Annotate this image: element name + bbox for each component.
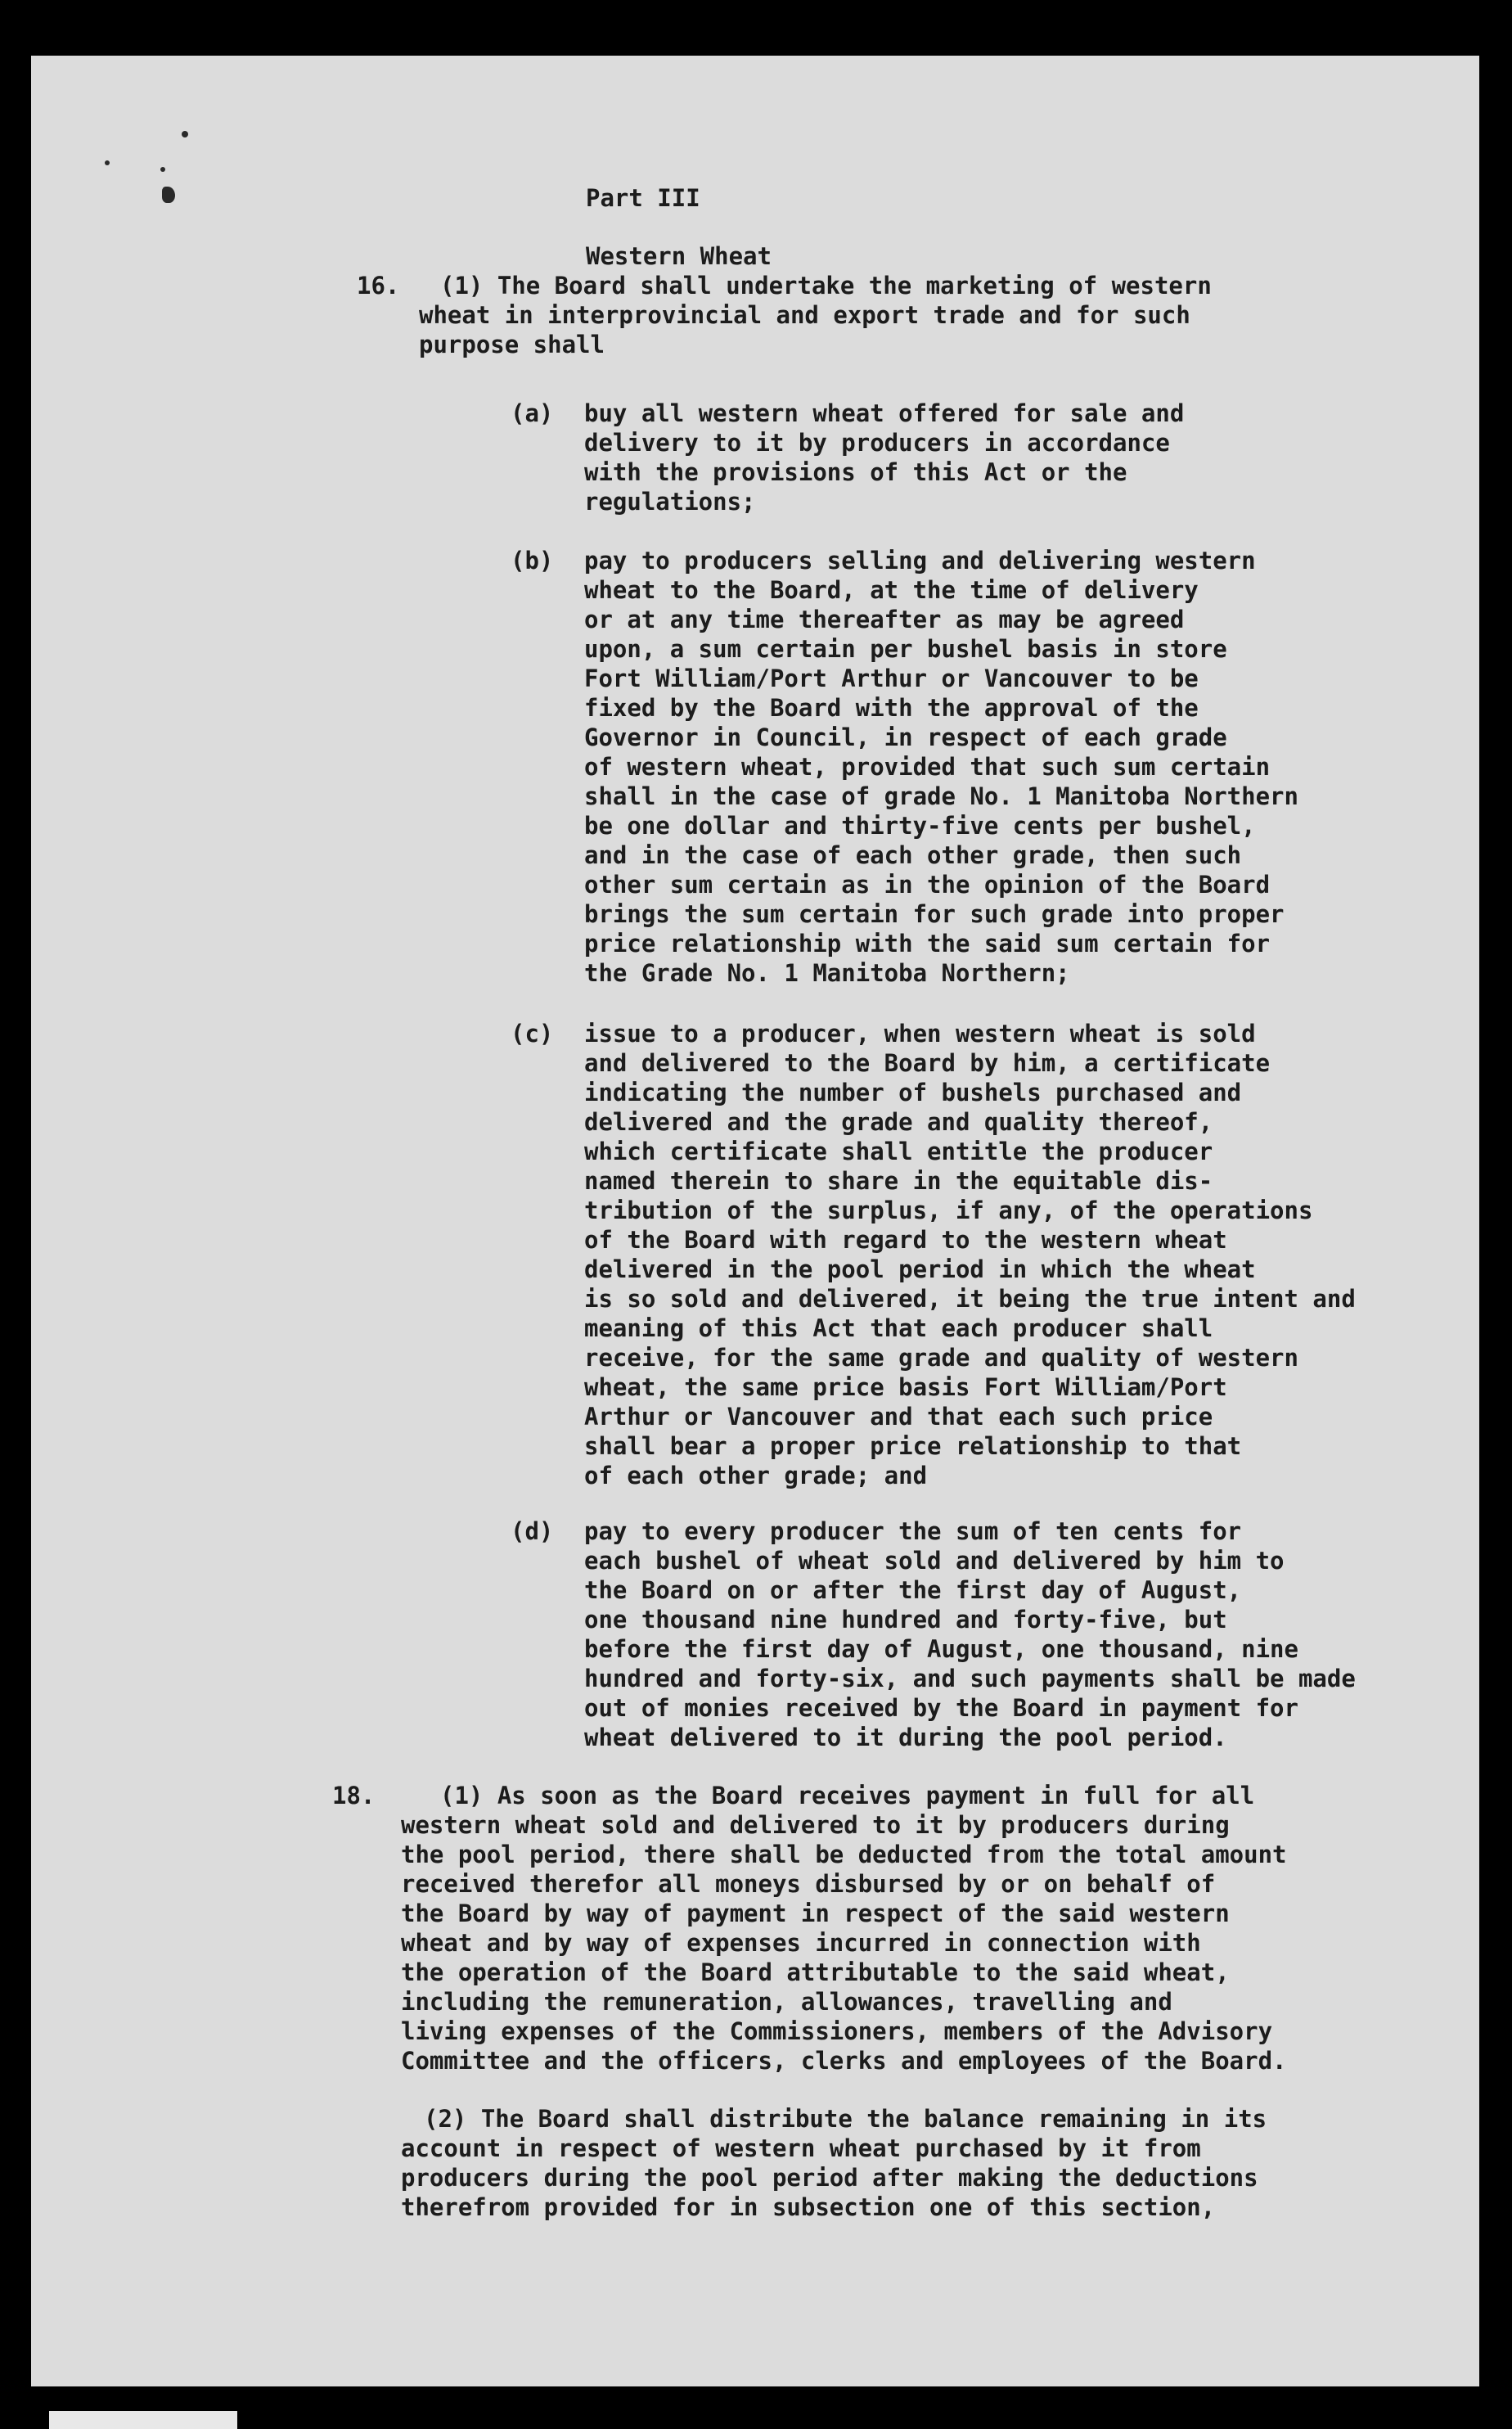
section-18-line: received therefor all moneys disbursed by or on behalf of [401, 1870, 1216, 1898]
item-line: out of monies received by the Board in payment for [584, 1694, 1298, 1722]
item-line: or at any time thereafter as may be agreed [584, 606, 1185, 633]
item-line: wheat, the same price basis Fort William/Port [584, 1373, 1227, 1401]
item-line: pay to producers selling and delivering western [584, 547, 1256, 575]
margin-speck [105, 160, 110, 165]
item-line: issue to a producer, when western wheat is sold [584, 1020, 1256, 1048]
section-18-line: account in respect of western wheat purchased by it from [401, 2134, 1201, 2162]
item-line: Arthur or Vancouver and that each such price [584, 1403, 1213, 1431]
item-line: and in the case of each other grade, then such [584, 841, 1242, 869]
section-18-line: wheat and by way of expenses incurred in connection with [401, 1929, 1201, 1957]
part-heading: Part III [586, 184, 700, 212]
section-16-intro-line: purpose shall [419, 331, 605, 358]
section-18-line: the pool period, there shall be deducted from the total amount [401, 1841, 1287, 1868]
item-line: hundred and forty-six, and such payments shall be made [584, 1665, 1356, 1692]
item-line: upon, a sum certain per bushel basis in store [584, 635, 1227, 663]
section-18-line: (1) As soon as the Board receives payment in full for all [440, 1782, 1255, 1809]
item-line: tribution of the surplus, if any, of the operations [584, 1196, 1313, 1224]
section-18-line: western wheat sold and delivered to it by producers during [401, 1811, 1230, 1839]
section-18-line: therefrom provided for in subsection one of this section, [401, 2193, 1216, 2221]
section-18-number: 18. [332, 1782, 376, 1809]
section-18-line: (2) The Board shall distribute the balance remaining in its [424, 2105, 1267, 2133]
item-line: Fort William/Port Arthur or Vancouver to be [584, 665, 1199, 692]
item-line: which certificate shall entitle the producer [584, 1138, 1213, 1165]
margin-speck [182, 131, 188, 137]
item-line: delivered in the pool period in which the wheat [584, 1255, 1256, 1283]
item-line: the Board on or after the first day of August, [584, 1576, 1242, 1604]
item-line: Governor in Council, in respect of each grade [584, 723, 1227, 751]
item-label: (b) [511, 547, 554, 575]
item-line: named therein to share in the equitable dis- [584, 1167, 1213, 1195]
section-18-line: Committee and the officers, clerks and employees of the Board. [401, 2047, 1287, 2075]
item-label: (d) [511, 1517, 554, 1545]
item-line: brings the sum certain for such grade into proper [584, 900, 1285, 928]
item-line: wheat delivered to it during the pool period. [584, 1724, 1227, 1751]
item-line: shall bear a proper price relationship to that [584, 1432, 1242, 1460]
item-line: meaning of this Act that each producer shall [584, 1314, 1213, 1342]
section-18-line: the operation of the Board attributable to the said wheat, [401, 1958, 1230, 1986]
item-line: shall in the case of grade No. 1 Manitoba Northern [584, 782, 1298, 810]
item-line: of the Board with regard to the western wheat [584, 1226, 1227, 1254]
item-line: fixed by the Board with the approval of the [584, 694, 1199, 722]
item-line: price relationship with the said sum certain for [584, 930, 1271, 958]
margin-speck [162, 187, 175, 203]
item-line: indicating the number of bushels purchased and [584, 1079, 1242, 1106]
item-line: regulations; [584, 488, 756, 516]
item-line: is so sold and delivered, it being the true intent and [584, 1285, 1356, 1313]
section-16-number: 16. [357, 272, 400, 300]
item-line: the Grade No. 1 Manitoba Northern; [584, 959, 1070, 987]
item-line: each bushel of wheat sold and delivered by him to [584, 1547, 1285, 1575]
section-16-intro-line: wheat in interprovincial and export trade and for such [419, 301, 1190, 329]
item-line: delivered and the grade and quality thereof, [584, 1108, 1213, 1136]
item-line: of each other grade; and [584, 1462, 928, 1489]
item-line: wheat to the Board, at the time of delivery [584, 576, 1199, 604]
item-line: of western wheat, provided that such sum certain [584, 753, 1271, 781]
item-label: (a) [511, 399, 554, 427]
item-line: receive, for the same grade and quality of western [584, 1344, 1298, 1372]
section-heading: Western Wheat [586, 242, 772, 270]
section-16-intro-line: (1) The Board shall undertake the marketing of western [440, 272, 1212, 300]
item-line: pay to every producer the sum of ten cents for [584, 1517, 1242, 1545]
section-18-line: the Board by way of payment in respect of the said western [401, 1899, 1230, 1927]
item-line: delivery to it by producers in accordance [584, 429, 1170, 457]
item-line: and delivered to the Board by him, a certificate [584, 1049, 1271, 1077]
section-18-line: producers during the pool period after making the deductions [401, 2164, 1258, 2192]
item-line: buy all western wheat offered for sale and [584, 399, 1185, 427]
section-18-line: living expenses of the Commissioners, members of the Advisory [401, 2017, 1273, 2045]
item-label: (c) [511, 1020, 554, 1048]
item-line: with the provisions of this Act or the [584, 458, 1127, 486]
margin-speck [160, 167, 165, 172]
item-line: before the first day of August, one thousand, nine [584, 1635, 1298, 1663]
film-edge-tab [49, 2411, 237, 2429]
item-line: one thousand nine hundred and forty-five, but [584, 1606, 1227, 1634]
item-line: other sum certain as in the opinion of the Board [584, 871, 1271, 899]
item-line: be one dollar and thirty-five cents per bushel, [584, 812, 1256, 840]
section-18-line: including the remuneration, allowances, travelling and [401, 1988, 1172, 2016]
